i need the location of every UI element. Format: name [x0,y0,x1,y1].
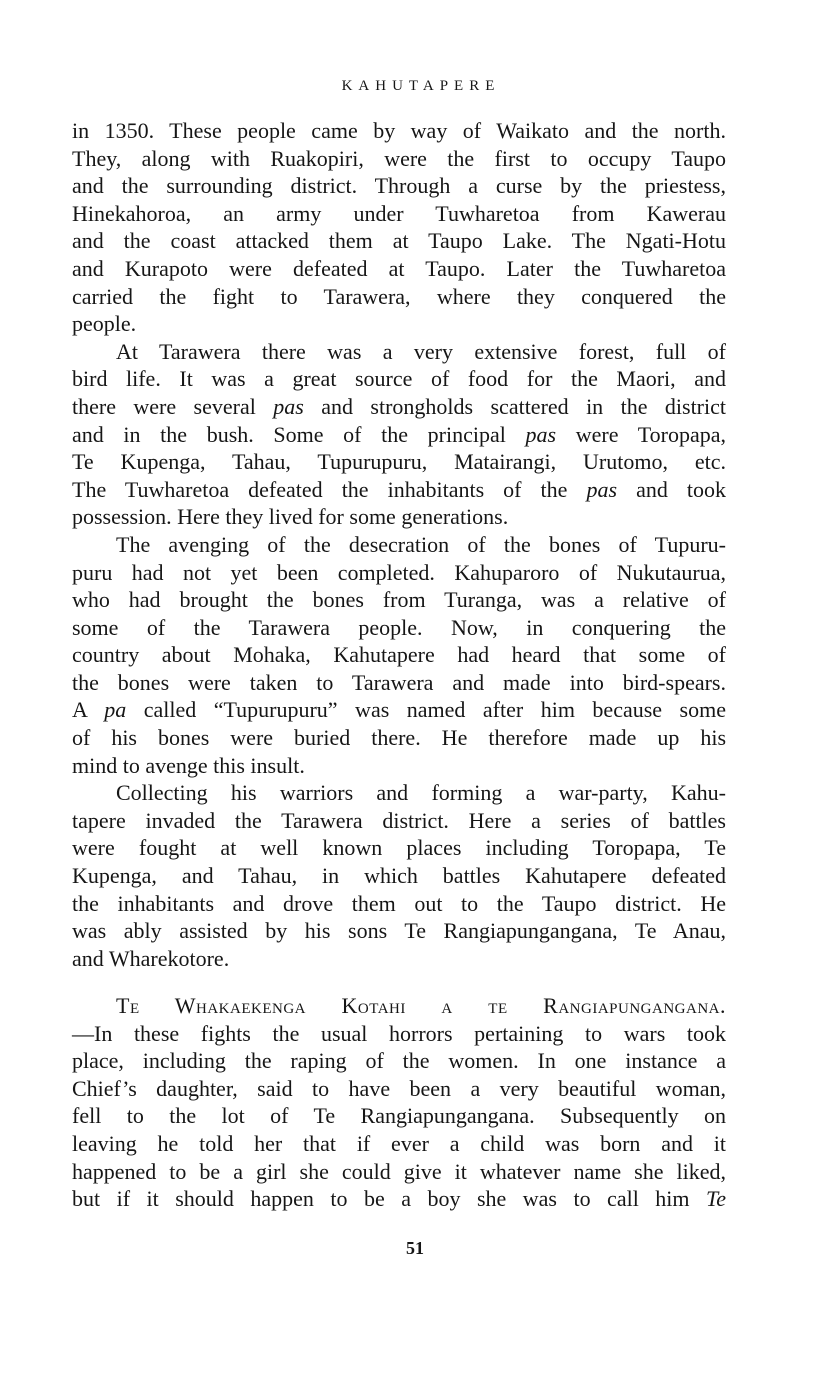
text-line: —In these fights the usual horrors pertaining to wars took [72,1020,726,1046]
body-text-block-1 [72,117,726,972]
text-line: and in the bush. Some of the principal pas were Toropapa, [72,421,726,447]
section-heading: Te Whakaekenga Kotahi a te Rangiapungangana. [116,993,726,1018]
text-line: and the coast attacked them at Taupo Lake. The Ngati-Hotu [72,228,726,254]
text-line: carried the fight to Tarawera, where they conquered the [72,283,726,309]
text-line: but if it should happen to be a boy she was to call him Te [72,1186,726,1212]
text-line: mind to avenge this insult. [72,752,305,778]
text-line: puru had not yet been completed. Kahuparoro of Nukutaurua, [72,559,726,585]
text-line: The avenging of the desecration of the bones of Tupuru- [116,531,726,557]
text-line: and Wharekotore. [72,945,230,971]
text-line: and Kurapoto were defeated at Taupo. Later the Tuwharetoa [72,255,726,281]
body-text-block-2 [72,992,726,1213]
section-heading-line [72,992,726,1020]
text-line: A pa called “Tupurupuru” was named after him because some [72,697,726,723]
running-head: KAHUTAPERE [341,78,501,94]
text-line: Kupenga, and Tahau, in which battles Kahutapere defeated [72,863,726,889]
text-line: possession. Here they lived for some generations. [72,504,509,530]
text-line: there were several pas and strongholds scattered in the district [72,393,726,419]
text-line: and the surrounding district. Through a curse by the priestess, [72,173,726,199]
text-line: The Tuwharetoa defeated the inhabitants of the pas and took [72,476,726,502]
text-line: of his bones were buried there. He therefore made up his [72,725,726,751]
text-line: bird life. It was a great source of food for the Maori, and [72,366,726,392]
text-line: They, along with Ruakopiri, were the first to occupy Taupo [72,145,726,171]
text-line: were fought at well known places including Toropapa, Te [72,835,726,861]
text-line: Collecting his warriors and forming a war-party, Kahu- [116,780,726,806]
text-line: Te Kupenga, Tahau, Tupurupuru, Matairangi, Urutomo, etc. [72,449,726,475]
text-line: who had brought the bones from Turanga, was a relative of [72,587,726,613]
text-line: leaving he told her that if ever a child was born and it [72,1130,726,1156]
page-number: 51 [406,1238,424,1258]
text-line: At Tarawera there was a very extensive forest, full of [116,338,726,364]
text-line: fell to the lot of Te Rangiapungangana. Subsequently on [72,1103,726,1129]
text-line: happened to be a girl she could give it whatever name she liked, [72,1158,726,1184]
text-line: some of the Tarawera people. Now, in conquering the [72,614,726,640]
text-line: Chief’s daughter, said to have been a very beautiful woman, [72,1075,726,1101]
text-line: tapere invaded the Tarawera district. Here a series of battles [72,807,726,833]
text-line: was ably assisted by his sons Te Rangiapungangana, Te Anau, [72,918,726,944]
text-line: the inhabitants and drove them out to the Taupo district. He [72,890,726,916]
text-line: the bones were taken to Tarawera and made into bird-spears. [72,669,726,695]
text-line: people. [72,311,137,337]
text-line: country about Mohaka, Kahutapere had heard that some of [72,642,726,668]
text-line: Hinekahoroa, an army under Tuwharetoa from Kawerau [72,200,726,226]
text-line: place, including the raping of the women. In one instance a [72,1048,726,1074]
text-line: in 1350. These people came by way of Waikato and the north. [72,118,726,143]
